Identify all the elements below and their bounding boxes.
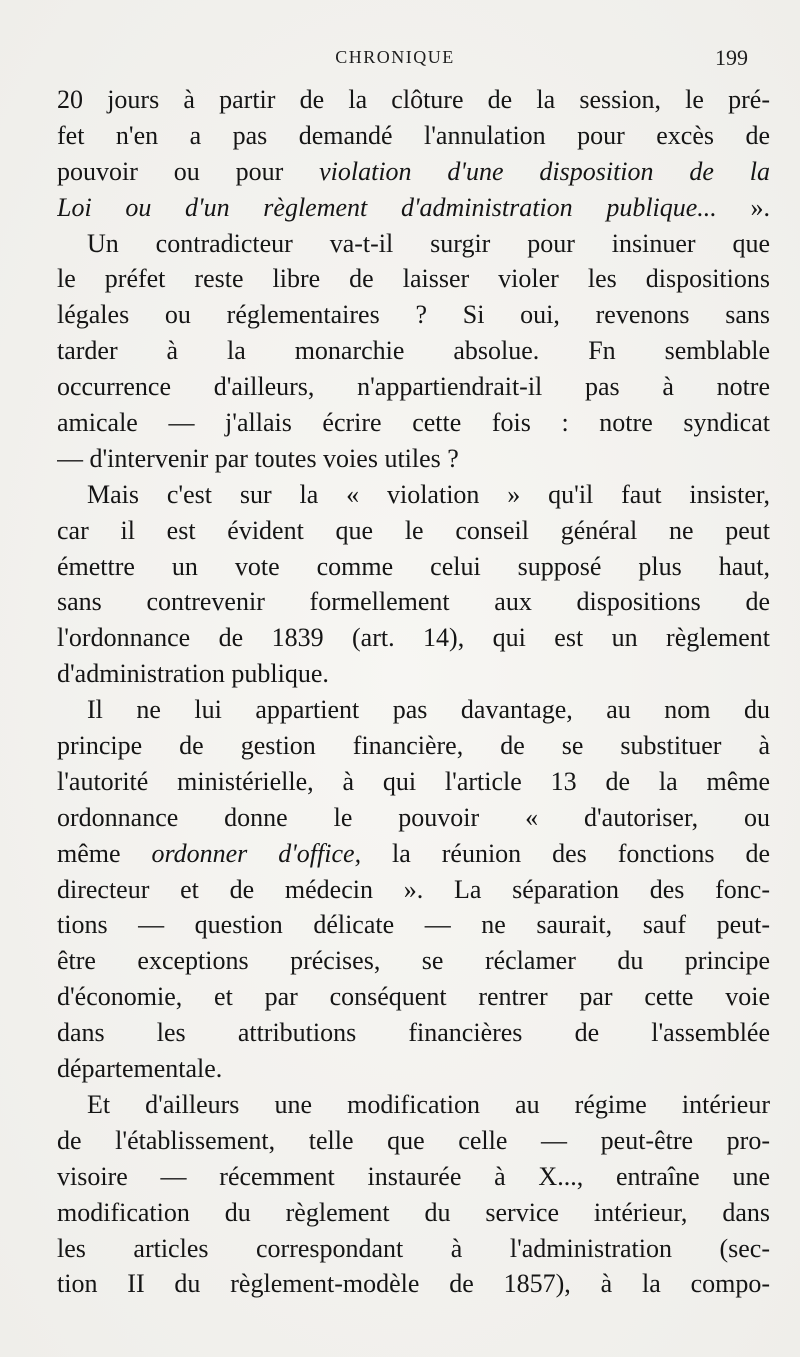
paragraph-start-line: Un contradicteur va-t-il surgir pour insinuer que [87, 228, 770, 258]
paragraph-end-line: — d'intervenir par toutes voies utiles ? [57, 443, 459, 473]
italic-text: violation d'une disposition de la [319, 156, 770, 186]
paragraph-start-line: Il ne lui appartient pas davantage, au nom du [87, 695, 770, 725]
text-line: 20 jours à partir de la clôture de la session, le pré- [57, 85, 770, 114]
text-line: directeur et de médecin ». La séparation des fonc- [57, 874, 770, 904]
text-line: amicale — j'allais écrire cette fois : notre syndicat [57, 408, 770, 438]
text-line: fet n'en a pas demandé l'annulation pour excès de [57, 120, 770, 150]
text-line: tion II du règlement-modèle de 1857), à la compo- [57, 1269, 770, 1299]
running-title: CHRONIQUE [335, 47, 455, 67]
text-line: occurrence d'ailleurs, n'appartiendrait-il pas à notre [57, 372, 770, 402]
body-text [57, 82, 770, 1302]
text-line: visoire — récemment instaurée à X..., entraîne une [57, 1161, 770, 1191]
running-head [0, 45, 800, 75]
text-line: légales ou réglementaires ? Si oui, revenons sans [57, 300, 770, 330]
text-line: principe de gestion financière, de se substituer à [57, 731, 770, 761]
paragraph-start-line: Mais c'est sur la « violation » qu'il faut insister, [87, 479, 770, 509]
text-line: l'ordonnance de 1839 (art. 14), qui est un règlement [57, 623, 770, 653]
text-line: le préfet reste libre de laisser violer les dispositions [57, 264, 770, 294]
paragraph-end-line: départementale. [57, 1054, 223, 1084]
text-line: être exceptions précises, se réclamer du principe [57, 946, 770, 976]
text-line: les articles correspondant à l'administration (sec- [57, 1233, 770, 1263]
text-line: même ordonner d'office, la réunion des fonctions de [57, 838, 770, 868]
text-line: tions — question délicate — ne saurait, sauf peut- [57, 910, 770, 940]
italic-text: ordonner d'office, [151, 838, 362, 868]
text-line: sans contrevenir formellement aux dispositions de [57, 587, 770, 617]
text-line: émettre un vote comme celui supposé plus haut, [57, 551, 770, 581]
paragraph-start-line: Et d'ailleurs une modification au régime intérieur [87, 1089, 770, 1119]
text-line: de l'établissement, telle que celle — peut-être pro- [57, 1125, 770, 1155]
text-line: dans les attributions financières de l'assemblée [57, 1018, 770, 1048]
italic-text: Loi ou d'un règlement d'administration publique... [57, 192, 751, 222]
paragraph-end-line: d'administration publique. [57, 659, 329, 689]
text-line: tarder à la monarchie absolue. Fn semblable [57, 336, 770, 366]
text-line: modification du règlement du service intérieur, dans [57, 1197, 770, 1227]
text-line: car il est évident que le conseil général ne peut [57, 515, 770, 545]
text-line: Loi ou d'un règlement d'administration publique... ». [57, 192, 770, 222]
text-line: ordonnance donne le pouvoir « d'autoriser, ou [57, 802, 770, 832]
text-line: pouvoir ou pour violation d'une disposition de la [57, 156, 770, 186]
text-line: d'économie, et par conséquent rentrer par cette voie [57, 982, 770, 1012]
page-number: 199 [715, 45, 748, 70]
text-line: l'autorité ministérielle, à qui l'article 13 de la même [57, 766, 770, 796]
